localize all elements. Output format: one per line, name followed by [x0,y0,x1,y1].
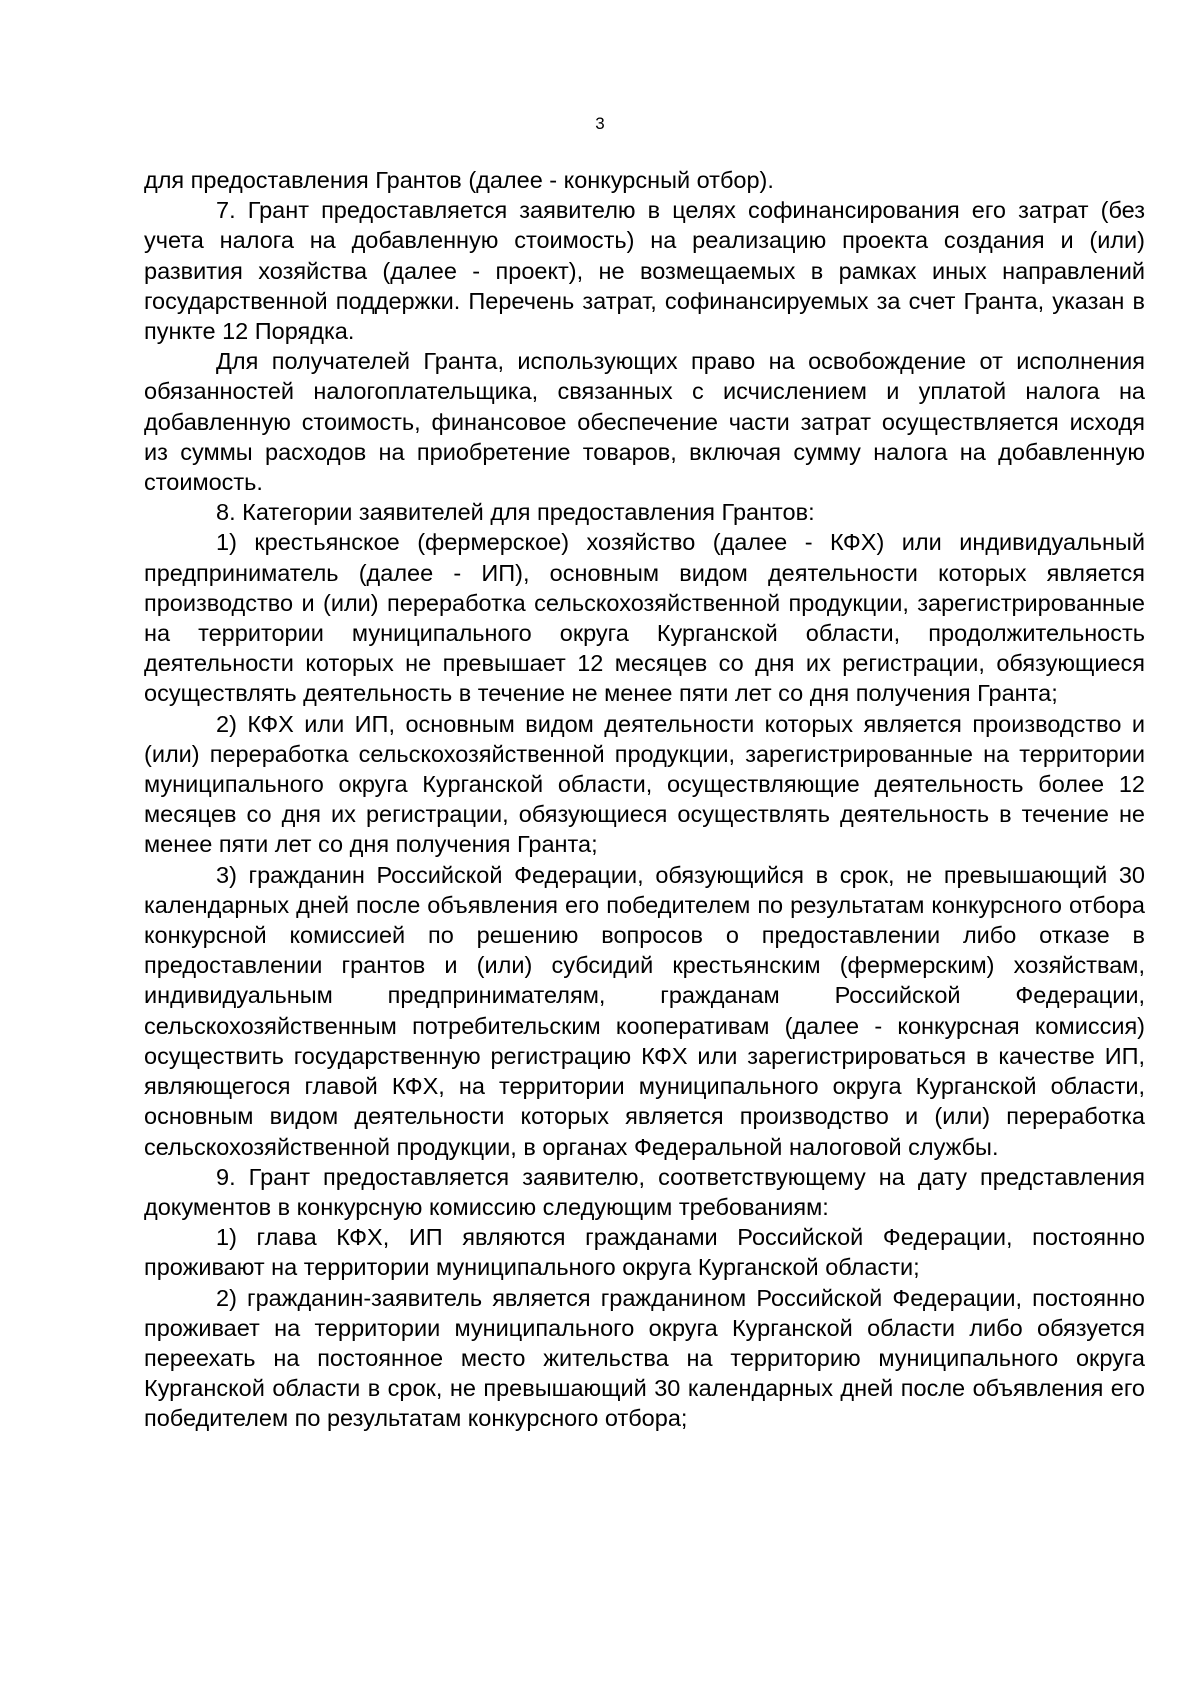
paragraph-clause-9-item-1: 1) глава КФХ, ИП являются гражданами Российской Федерации, постоянно проживают на территории муниципального округа Курганской области; [144,1224,1145,1281]
paragraph-clause-7: 7. Грант предоставляется заявителю в целях софинансирования его затрат (без учета налога на добавленную стоимость) на реализацию проекта создания и (или) развития хозяйства (далее - проект), не возмещаемых в рамках иных направлений государственной поддержки. Перечень затрат, софинансируемых за счет Гранта, указан в пункте 12 Порядка. [144,197,1145,345]
paragraph-clause-8-item-3: 3) гражданин Российской Федерации, обязующийся в срок, не превышающий 30 календарных дней после объявления его победителем по результатам конкурсного отбора конкурсной комиссией по решению вопросов о предоставлении либо отказе в предоставлении грантов и (или) субсидий крестьянским (фермерским) хозяйствам, индивидуальным предпринимателям, гражданам Российской Федерации, сельскохозяйственным потребительским кооперативам (далее - конкурсная комиссия) осуществить государственную регистрацию КФХ или зарегистрироваться в качестве ИП, являющегося главой КФХ, на территории муниципального округа Курганской области, основным видом деятельности которых является производство и (или) переработка сельскохозяйственной продукции, в органах Федеральной налоговой службы. [144,861,1145,1160]
paragraph-clause-8-item-2: 2) КФХ или ИП, основным видом деятельности которых является производство и (или) переработка сельскохозяйственной продукции, зарегистрированные на территории муниципального округа Курганской области, осуществляющие деятельность более 12 месяцев со дня их регистрации, обязующиеся осуществлять деятельность в течение не менее пяти лет со дня получения Гранта; [144,710,1145,858]
page-number: 3 [595,114,605,133]
document-body [144,165,1145,1434]
paragraph-clause-9-item-2: 2) гражданин-заявитель является гражданином Российской Федерации, постоянно проживает на территории муниципального округа Курганской области либо обязуется переехать на постоянное место жительства на территорию муниципального округа Курганской области в срок, не превышающий 30 календарных дней после объявления его победителем по результатам конкурсного отбора; [144,1284,1145,1432]
paragraph-clause-8-item-1: 1) крестьянское (фермерское) хозяйство (далее - КФХ) или индивидуальный предприниматель (далее - ИП), основным видом деятельности которых является производство и (или) переработка сельскохозяйственной продукции, зарегистрированные на территории муниципального округа Курганской области, продолжительность деятельности которых не превышает 12 месяцев со дня их регистрации, обязующиеся осуществлять деятельность в течение не менее пяти лет со дня получения Гранта; [144,529,1145,707]
paragraph-vat-exemption: Для получателей Гранта, использующих право на освобождение от исполнения обязанностей налогоплательщика, связанных с исчислением и уплатой налога на добавленную стоимость, финансовое обеспечение части затрат осуществляется исходя из суммы расходов на приобретение товаров, включая сумму налога на добавленную стоимость. [144,348,1145,496]
paragraph-clause-8: 8. Категории заявителей для предоставления Грантов: [216,499,815,526]
paragraph-continuation: для предоставления Грантов (далее - конкурсный отбор). [144,167,774,193]
paragraph-clause-9: 9. Грант предоставляется заявителю, соответствующему на дату представления документов в конкурсную комиссию следующим требованиям: [144,1163,1145,1220]
